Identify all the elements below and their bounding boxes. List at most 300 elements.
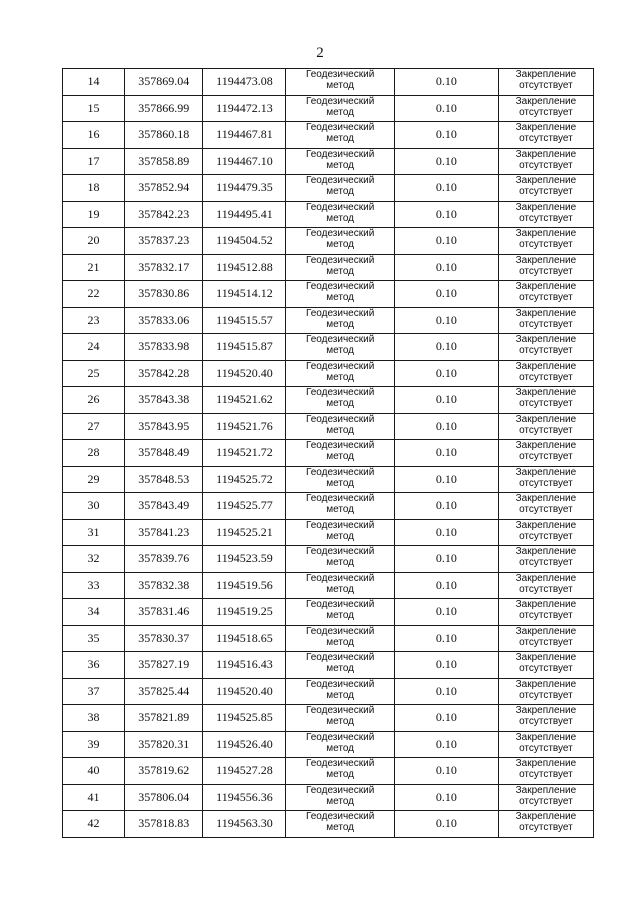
method-cell: [286, 95, 394, 122]
method-line-1: Геодезический: [305, 546, 375, 558]
table-row: [63, 546, 594, 573]
x-coordinate-cell: 357848.49: [124, 440, 203, 467]
accuracy-cell: 0.10: [394, 201, 498, 228]
fixation-line-1: Закрепление: [515, 811, 577, 823]
y-coordinate-cell: 1194472.13: [203, 95, 286, 122]
fixation-line-1: Закрепление: [515, 95, 577, 107]
y-coordinate-cell: 1194521.62: [203, 387, 286, 414]
fixation-line-2: отсутствует: [519, 398, 573, 410]
method-cell: [286, 599, 394, 626]
point-number-cell: 14: [63, 69, 125, 96]
point-number-cell: 18: [63, 175, 125, 202]
method-line-2: метод: [326, 212, 355, 224]
accuracy-cell: 0.10: [394, 69, 498, 96]
accuracy-cell: 0.10: [394, 678, 498, 705]
point-number-cell: 21: [63, 254, 125, 281]
table-row: [63, 307, 594, 334]
method-cell: [286, 387, 394, 414]
method-line-2: метод: [326, 133, 355, 145]
y-coordinate-cell: 1194467.81: [203, 122, 286, 149]
fixation-cell: [498, 519, 593, 546]
point-number-cell: 22: [63, 281, 125, 308]
method-line-1: Геодезический: [305, 413, 375, 425]
method-cell: [286, 307, 394, 334]
x-coordinate-cell: 357830.86: [124, 281, 203, 308]
table-row: [63, 122, 594, 149]
fixation-line-2: отсутствует: [519, 795, 573, 807]
x-coordinate-cell: 357860.18: [124, 122, 203, 149]
fixation-cell: [498, 175, 593, 202]
y-coordinate-cell: 1194563.30: [203, 811, 286, 838]
method-line-2: метод: [326, 742, 355, 754]
table-row: [63, 175, 594, 202]
fixation-line-2: отсутствует: [519, 557, 573, 569]
fixation-line-1: Закрепление: [515, 413, 577, 425]
table-row: [63, 440, 594, 467]
x-coordinate-cell: 357831.46: [124, 599, 203, 626]
fixation-cell: [498, 122, 593, 149]
fixation-cell: [498, 281, 593, 308]
fixation-line-2: отсутствует: [519, 822, 573, 834]
method-cell: [286, 572, 394, 599]
fixation-line-1: Закрепление: [515, 440, 577, 452]
method-line-1: Геодезический: [305, 122, 375, 134]
point-number-cell: 33: [63, 572, 125, 599]
method-cell: [286, 758, 394, 785]
fixation-line-2: отсутствует: [519, 610, 573, 622]
method-line-1: Геодезический: [305, 493, 375, 505]
method-line-2: метод: [326, 424, 355, 436]
fixation-cell: [498, 413, 593, 440]
method-line-1: Геодезический: [305, 281, 375, 293]
fixation-cell: [498, 705, 593, 732]
point-number-cell: 25: [63, 360, 125, 387]
method-cell: [286, 440, 394, 467]
method-line-1: Геодезический: [305, 466, 375, 478]
method-cell: [286, 334, 394, 361]
fixation-line-1: Закрепление: [515, 307, 577, 319]
fixation-line-1: Закрепление: [515, 731, 577, 743]
method-line-2: метод: [326, 716, 355, 728]
method-line-1: Геодезический: [305, 705, 375, 717]
y-coordinate-cell: 1194526.40: [203, 731, 286, 758]
point-number-cell: 17: [63, 148, 125, 175]
page-number: 2: [316, 45, 324, 61]
table-row: [63, 201, 594, 228]
fixation-line-1: Закрепление: [515, 493, 577, 505]
table-row: [63, 387, 594, 414]
fixation-cell: [498, 731, 593, 758]
fixation-cell: [498, 466, 593, 493]
fixation-line-1: Закрепление: [515, 148, 577, 160]
x-coordinate-cell: 357869.04: [124, 69, 203, 96]
method-line-1: Геодезический: [305, 387, 375, 399]
point-number-cell: 19: [63, 201, 125, 228]
x-coordinate-cell: 357843.49: [124, 493, 203, 520]
fixation-cell: [498, 625, 593, 652]
accuracy-cell: 0.10: [394, 148, 498, 175]
accuracy-cell: 0.10: [394, 122, 498, 149]
x-coordinate-cell: 357830.37: [124, 625, 203, 652]
table-row: [63, 493, 594, 520]
x-coordinate-cell: 357832.17: [124, 254, 203, 281]
x-coordinate-cell: 357843.38: [124, 387, 203, 414]
fixation-line-2: отсутствует: [519, 265, 573, 277]
method-line-1: Геодезический: [305, 440, 375, 452]
method-line-2: метод: [326, 159, 355, 171]
y-coordinate-cell: 1194516.43: [203, 652, 286, 679]
method-line-1: Геодезический: [305, 307, 375, 319]
method-line-1: Геодезический: [305, 652, 375, 664]
method-line-2: метод: [326, 239, 355, 251]
fixation-line-1: Закрепление: [515, 519, 577, 531]
y-coordinate-cell: 1194521.76: [203, 413, 286, 440]
fixation-cell: [498, 254, 593, 281]
method-line-2: метод: [326, 583, 355, 595]
method-cell: [286, 201, 394, 228]
method-cell: [286, 519, 394, 546]
method-cell: [286, 228, 394, 255]
y-coordinate-cell: 1194525.72: [203, 466, 286, 493]
method-line-1: Геодезический: [305, 175, 375, 187]
point-number-cell: 30: [63, 493, 125, 520]
fixation-line-2: отсутствует: [519, 80, 573, 92]
method-cell: [286, 811, 394, 838]
point-number-cell: 32: [63, 546, 125, 573]
y-coordinate-cell: 1194521.72: [203, 440, 286, 467]
method-cell: [286, 731, 394, 758]
fixation-line-2: отсутствует: [519, 345, 573, 357]
x-coordinate-cell: 357827.19: [124, 652, 203, 679]
x-coordinate-cell: 357819.62: [124, 758, 203, 785]
method-line-2: метод: [326, 292, 355, 304]
method-line-2: метод: [326, 689, 355, 701]
x-coordinate-cell: 357833.06: [124, 307, 203, 334]
x-coordinate-cell: 357820.31: [124, 731, 203, 758]
fixation-line-2: отсутствует: [519, 451, 573, 463]
y-coordinate-cell: 1194518.65: [203, 625, 286, 652]
point-number-cell: 20: [63, 228, 125, 255]
y-coordinate-cell: 1194515.57: [203, 307, 286, 334]
accuracy-cell: 0.10: [394, 705, 498, 732]
point-number-cell: 34: [63, 599, 125, 626]
point-number-cell: 39: [63, 731, 125, 758]
fixation-line-2: отсутствует: [519, 742, 573, 754]
fixation-line-2: отсутствует: [519, 133, 573, 145]
method-cell: [286, 652, 394, 679]
method-cell: [286, 678, 394, 705]
y-coordinate-cell: 1194527.28: [203, 758, 286, 785]
x-coordinate-cell: 357839.76: [124, 546, 203, 573]
y-coordinate-cell: 1194525.85: [203, 705, 286, 732]
accuracy-cell: 0.10: [394, 360, 498, 387]
accuracy-cell: 0.10: [394, 811, 498, 838]
y-coordinate-cell: 1194512.88: [203, 254, 286, 281]
coordinates-table-body: [63, 69, 594, 838]
method-line-2: метод: [326, 477, 355, 489]
y-coordinate-cell: 1194519.56: [203, 572, 286, 599]
accuracy-cell: 0.10: [394, 519, 498, 546]
point-number-cell: 16: [63, 122, 125, 149]
y-coordinate-cell: 1194523.59: [203, 546, 286, 573]
method-line-2: метод: [326, 265, 355, 277]
fixation-line-1: Закрепление: [515, 652, 577, 664]
x-coordinate-cell: 357818.83: [124, 811, 203, 838]
accuracy-cell: 0.10: [394, 228, 498, 255]
fixation-cell: [498, 334, 593, 361]
method-line-1: Геодезический: [305, 69, 375, 81]
y-coordinate-cell: 1194514.12: [203, 281, 286, 308]
table-row: [63, 678, 594, 705]
fixation-line-1: Закрепление: [515, 122, 577, 134]
table-row: [63, 69, 594, 96]
fixation-line-2: отсутствует: [519, 689, 573, 701]
method-line-2: метод: [326, 557, 355, 569]
table-row: [63, 519, 594, 546]
x-coordinate-cell: 357841.23: [124, 519, 203, 546]
fixation-cell: [498, 678, 593, 705]
method-line-1: Геодезический: [305, 625, 375, 637]
method-line-1: Геодезический: [305, 519, 375, 531]
fixation-line-1: Закрепление: [515, 360, 577, 372]
point-number-cell: 31: [63, 519, 125, 546]
fixation-line-1: Закрепление: [515, 201, 577, 213]
method-cell: [286, 175, 394, 202]
fixation-line-2: отсутствует: [519, 769, 573, 781]
point-number-cell: 41: [63, 784, 125, 811]
method-cell: [286, 122, 394, 149]
method-line-1: Геодезический: [305, 95, 375, 107]
method-cell: [286, 625, 394, 652]
method-cell: [286, 413, 394, 440]
fixation-line-2: отсутствует: [519, 318, 573, 330]
accuracy-cell: 0.10: [394, 546, 498, 573]
method-line-1: Геодезический: [305, 360, 375, 372]
fixation-cell: [498, 440, 593, 467]
accuracy-cell: 0.10: [394, 254, 498, 281]
table-row: [63, 705, 594, 732]
fixation-cell: [498, 228, 593, 255]
point-number-cell: 29: [63, 466, 125, 493]
accuracy-cell: 0.10: [394, 281, 498, 308]
fixation-line-2: отсутствует: [519, 292, 573, 304]
accuracy-cell: 0.10: [394, 466, 498, 493]
point-number-cell: 26: [63, 387, 125, 414]
table-row: [63, 281, 594, 308]
fixation-line-2: отсутствует: [519, 583, 573, 595]
method-line-2: метод: [326, 371, 355, 383]
fixation-line-2: отсутствует: [519, 663, 573, 675]
y-coordinate-cell: 1194525.77: [203, 493, 286, 520]
fixation-line-2: отсутствует: [519, 371, 573, 383]
table-row: [63, 652, 594, 679]
method-line-1: Геодезический: [305, 201, 375, 213]
fixation-cell: [498, 758, 593, 785]
accuracy-cell: 0.10: [394, 334, 498, 361]
y-coordinate-cell: 1194473.08: [203, 69, 286, 96]
accuracy-cell: 0.10: [394, 493, 498, 520]
y-coordinate-cell: 1194479.35: [203, 175, 286, 202]
method-line-2: метод: [326, 795, 355, 807]
x-coordinate-cell: 357832.38: [124, 572, 203, 599]
point-number-cell: 37: [63, 678, 125, 705]
x-coordinate-cell: 357858.89: [124, 148, 203, 175]
method-line-2: метод: [326, 504, 355, 516]
x-coordinate-cell: 357806.04: [124, 784, 203, 811]
point-number-cell: 42: [63, 811, 125, 838]
accuracy-cell: 0.10: [394, 625, 498, 652]
fixation-line-1: Закрепление: [515, 387, 577, 399]
point-number-cell: 27: [63, 413, 125, 440]
fixation-line-1: Закрепление: [515, 466, 577, 478]
method-line-1: Геодезический: [305, 731, 375, 743]
fixation-cell: [498, 95, 593, 122]
method-cell: [286, 360, 394, 387]
table-row: [63, 254, 594, 281]
fixation-line-2: отсутствует: [519, 504, 573, 516]
fixation-cell: [498, 811, 593, 838]
fixation-cell: [498, 572, 593, 599]
method-line-2: метод: [326, 610, 355, 622]
method-line-2: метод: [326, 769, 355, 781]
point-number-cell: 40: [63, 758, 125, 785]
fixation-line-1: Закрепление: [515, 758, 577, 770]
point-number-cell: 24: [63, 334, 125, 361]
table-row: [63, 466, 594, 493]
table-row: [63, 228, 594, 255]
method-line-2: метод: [326, 636, 355, 648]
table-row: [63, 360, 594, 387]
fixation-cell: [498, 69, 593, 96]
fixation-line-1: Закрепление: [515, 678, 577, 690]
y-coordinate-cell: 1194467.10: [203, 148, 286, 175]
fixation-line-2: отсутствует: [519, 424, 573, 436]
y-coordinate-cell: 1194520.40: [203, 360, 286, 387]
method-line-1: Геодезический: [305, 334, 375, 346]
accuracy-cell: 0.10: [394, 387, 498, 414]
accuracy-cell: 0.10: [394, 652, 498, 679]
fixation-line-2: отсутствует: [519, 106, 573, 118]
method-cell: [286, 546, 394, 573]
fixation-cell: [498, 148, 593, 175]
method-line-1: Геодезический: [305, 758, 375, 770]
fixation-line-2: отсутствует: [519, 636, 573, 648]
accuracy-cell: 0.10: [394, 95, 498, 122]
method-cell: [286, 705, 394, 732]
point-number-cell: 15: [63, 95, 125, 122]
fixation-line-1: Закрепление: [515, 784, 577, 796]
method-cell: [286, 493, 394, 520]
fixation-cell: [498, 546, 593, 573]
x-coordinate-cell: 357842.28: [124, 360, 203, 387]
method-cell: [286, 281, 394, 308]
method-line-2: метод: [326, 318, 355, 330]
fixation-cell: [498, 307, 593, 334]
accuracy-cell: 0.10: [394, 440, 498, 467]
point-number-cell: 35: [63, 625, 125, 652]
fixation-cell: [498, 387, 593, 414]
table-row: [63, 95, 594, 122]
method-line-1: Геодезический: [305, 811, 375, 823]
point-number-cell: 38: [63, 705, 125, 732]
fixation-line-2: отсутствует: [519, 530, 573, 542]
table-row: [63, 731, 594, 758]
fixation-line-2: отсутствует: [519, 477, 573, 489]
x-coordinate-cell: 357833.98: [124, 334, 203, 361]
method-line-2: метод: [326, 345, 355, 357]
table-row: [63, 334, 594, 361]
method-cell: [286, 466, 394, 493]
y-coordinate-cell: 1194520.40: [203, 678, 286, 705]
method-line-2: метод: [326, 80, 355, 92]
fixation-cell: [498, 599, 593, 626]
x-coordinate-cell: 357821.89: [124, 705, 203, 732]
y-coordinate-cell: 1194525.21: [203, 519, 286, 546]
method-line-2: метод: [326, 663, 355, 675]
table-row: [63, 572, 594, 599]
x-coordinate-cell: 357866.99: [124, 95, 203, 122]
fixation-line-2: отсутствует: [519, 186, 573, 198]
y-coordinate-cell: 1194495.41: [203, 201, 286, 228]
x-coordinate-cell: 357843.95: [124, 413, 203, 440]
accuracy-cell: 0.10: [394, 599, 498, 626]
accuracy-cell: 0.10: [394, 175, 498, 202]
method-cell: [286, 254, 394, 281]
method-line-2: метод: [326, 186, 355, 198]
table-row: [63, 811, 594, 838]
fixation-line-1: Закрепление: [515, 334, 577, 346]
x-coordinate-cell: 357852.94: [124, 175, 203, 202]
method-line-2: метод: [326, 530, 355, 542]
coordinates-table: [62, 68, 594, 838]
fixation-cell: [498, 784, 593, 811]
table-row: [63, 758, 594, 785]
accuracy-cell: 0.10: [394, 731, 498, 758]
x-coordinate-cell: 357848.53: [124, 466, 203, 493]
fixation-line-1: Закрепление: [515, 228, 577, 240]
fixation-cell: [498, 360, 593, 387]
x-coordinate-cell: 357837.23: [124, 228, 203, 255]
method-line-1: Геодезический: [305, 254, 375, 266]
method-line-2: метод: [326, 451, 355, 463]
fixation-line-1: Закрепление: [515, 625, 577, 637]
method-line-1: Геодезический: [305, 572, 375, 584]
fixation-cell: [498, 201, 593, 228]
point-number-cell: 28: [63, 440, 125, 467]
method-line-1: Геодезический: [305, 228, 375, 240]
table-row: [63, 625, 594, 652]
y-coordinate-cell: 1194519.25: [203, 599, 286, 626]
table-row: [63, 599, 594, 626]
method-cell: [286, 69, 394, 96]
fixation-line-1: Закрепление: [515, 69, 577, 81]
fixation-line-1: Закрепление: [515, 175, 577, 187]
table-row: [63, 413, 594, 440]
accuracy-cell: 0.10: [394, 784, 498, 811]
fixation-line-1: Закрепление: [515, 254, 577, 266]
fixation-line-2: отсутствует: [519, 239, 573, 251]
accuracy-cell: 0.10: [394, 413, 498, 440]
fixation-line-1: Закрепление: [515, 572, 577, 584]
fixation-line-2: отсутствует: [519, 716, 573, 728]
table-row: [63, 784, 594, 811]
fixation-line-1: Закрепление: [515, 705, 577, 717]
method-cell: [286, 148, 394, 175]
method-line-1: Геодезический: [305, 678, 375, 690]
y-coordinate-cell: 1194504.52: [203, 228, 286, 255]
method-cell: [286, 784, 394, 811]
fixation-cell: [498, 493, 593, 520]
